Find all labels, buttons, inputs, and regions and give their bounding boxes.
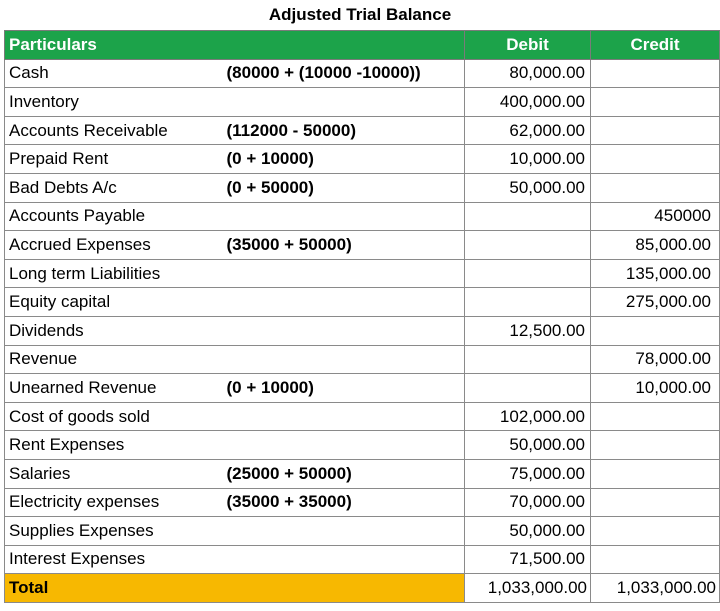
credit-value [591, 59, 720, 88]
table-row [5, 545, 720, 574]
particular-name: Unearned Revenue [5, 374, 225, 403]
adjustment-note: (35000 + 35000) [225, 488, 465, 517]
table-row [5, 316, 720, 345]
adjustment-note [225, 288, 465, 317]
debit-value: 50,000.00 [465, 173, 591, 202]
credit-value [591, 145, 720, 174]
credit-value: 78,000.00 [591, 345, 720, 374]
table-row [5, 431, 720, 460]
particular-name: Prepaid Rent [5, 145, 225, 174]
trial-balance-table [4, 30, 720, 603]
debit-value: 50,000.00 [465, 431, 591, 460]
debit-value [465, 259, 591, 288]
debit-value [465, 374, 591, 403]
total-credit: 1,033,000.00 [591, 574, 720, 603]
debit-value: 50,000.00 [465, 517, 591, 546]
header-particulars: Particulars [5, 31, 465, 60]
adjustment-note [225, 316, 465, 345]
adjustment-note [225, 402, 465, 431]
credit-value: 450000 [591, 202, 720, 231]
credit-value [591, 488, 720, 517]
adjustment-note [225, 88, 465, 117]
debit-value [465, 288, 591, 317]
particular-name: Rent Expenses [5, 431, 225, 460]
particular-name: Accounts Payable [5, 202, 225, 231]
debit-value: 75,000.00 [465, 459, 591, 488]
debit-value: 10,000.00 [465, 145, 591, 174]
credit-value [591, 173, 720, 202]
credit-value: 135,000.00 [591, 259, 720, 288]
credit-value [591, 517, 720, 546]
table-row [5, 145, 720, 174]
credit-value [591, 402, 720, 431]
adjustment-note [225, 345, 465, 374]
table-row [5, 59, 720, 88]
adjustment-note: (0 + 10000) [225, 374, 465, 403]
table-row [5, 517, 720, 546]
table-row [5, 116, 720, 145]
credit-value [591, 545, 720, 574]
header-credit: Credit [591, 31, 720, 60]
debit-value: 12,500.00 [465, 316, 591, 345]
header-debit: Debit [465, 31, 591, 60]
total-label: Total [5, 574, 465, 603]
total-debit: 1,033,000.00 [465, 574, 591, 603]
table-row [5, 88, 720, 117]
debit-value: 70,000.00 [465, 488, 591, 517]
particular-name: Interest Expenses [5, 545, 225, 574]
particular-name: Accrued Expenses [5, 231, 225, 260]
credit-value [591, 431, 720, 460]
debit-value [465, 345, 591, 374]
adjustment-note [225, 517, 465, 546]
particular-name: Cost of goods sold [5, 402, 225, 431]
debit-value: 80,000.00 [465, 59, 591, 88]
adjustment-note [225, 545, 465, 574]
debit-value: 400,000.00 [465, 88, 591, 117]
table-row [5, 402, 720, 431]
particular-name: Cash [5, 59, 225, 88]
adjustment-note: (25000 + 50000) [225, 459, 465, 488]
particular-name: Revenue [5, 345, 225, 374]
adjustment-note [225, 202, 465, 231]
table-row [5, 459, 720, 488]
adjustment-note: (35000 + 50000) [225, 231, 465, 260]
debit-value [465, 231, 591, 260]
particular-name: Salaries [5, 459, 225, 488]
table-row [5, 374, 720, 403]
credit-value: 275,000.00 [591, 288, 720, 317]
table-row [5, 231, 720, 260]
table-header-row [5, 31, 720, 60]
table-row [5, 259, 720, 288]
credit-value [591, 316, 720, 345]
particular-name: Electricity expenses [5, 488, 225, 517]
debit-value: 62,000.00 [465, 116, 591, 145]
particular-name: Accounts Receivable [5, 116, 225, 145]
adjustment-note [225, 431, 465, 460]
adjustment-note: (80000 + (10000 -10000)) [225, 59, 465, 88]
credit-value: 85,000.00 [591, 231, 720, 260]
adjustment-note [225, 259, 465, 288]
table-row [5, 202, 720, 231]
credit-value [591, 459, 720, 488]
adjustment-note: (112000 - 50000) [225, 116, 465, 145]
debit-value: 102,000.00 [465, 402, 591, 431]
particular-name: Equity capital [5, 288, 225, 317]
adjustment-note: (0 + 10000) [225, 145, 465, 174]
table-row [5, 345, 720, 374]
particular-name: Bad Debts A/c [5, 173, 225, 202]
table-row [5, 488, 720, 517]
table-row [5, 288, 720, 317]
credit-value [591, 88, 720, 117]
total-row [5, 574, 720, 603]
credit-value: 10,000.00 [591, 374, 720, 403]
table-row [5, 173, 720, 202]
debit-value: 71,500.00 [465, 545, 591, 574]
credit-value [591, 116, 720, 145]
table-body [5, 59, 720, 574]
adjustment-note: (0 + 50000) [225, 173, 465, 202]
page-title: Adjusted Trial Balance [268, 5, 452, 24]
particular-name: Inventory [5, 88, 225, 117]
debit-value [465, 202, 591, 231]
particular-name: Supplies Expenses [5, 517, 225, 546]
particular-name: Dividends [5, 316, 225, 345]
particular-name: Long term Liabilities [5, 259, 225, 288]
